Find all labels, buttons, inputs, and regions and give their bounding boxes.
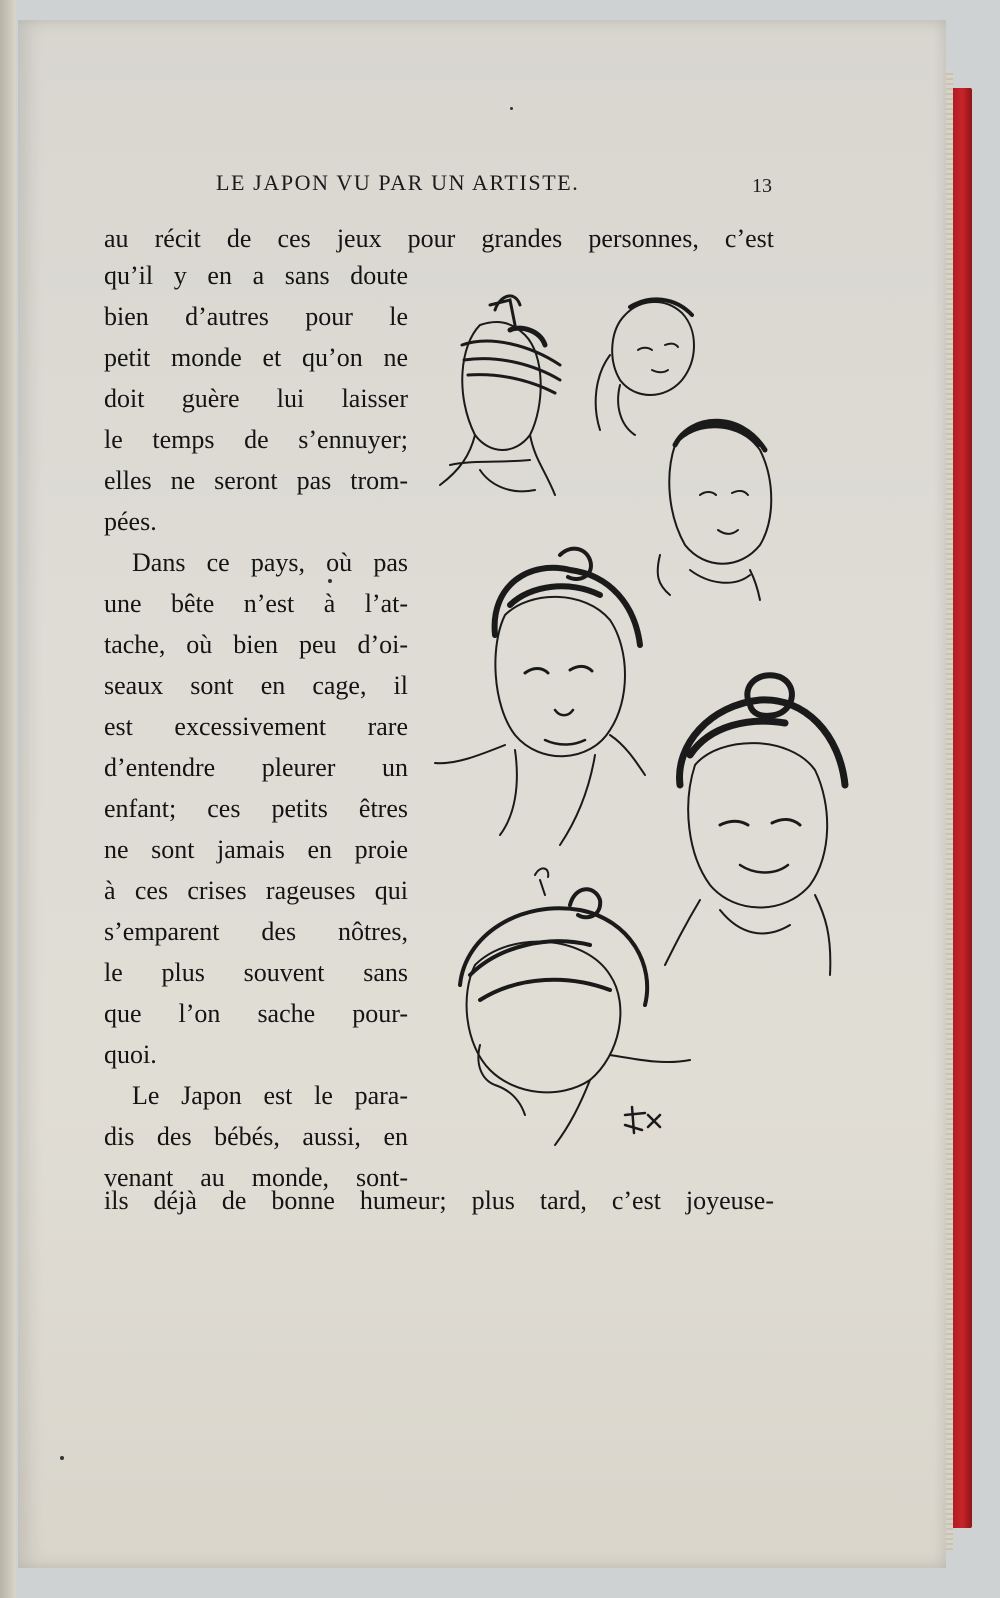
sketch-woman-front xyxy=(435,549,645,845)
sketch-head-headband xyxy=(440,296,560,495)
text-line: dis des bébés, aussi, en xyxy=(104,1122,408,1151)
book-spine-left xyxy=(0,0,16,1598)
ink-speck xyxy=(60,1456,64,1460)
text-line: petit monde et qu’on ne xyxy=(104,343,408,372)
text-line: bien d’autres pour le xyxy=(104,302,408,331)
text-line: au récit de ces jeux pour grandes personnes, c’est xyxy=(104,224,774,253)
text-line: est excessivement rare xyxy=(104,712,408,741)
sketch-woman-profile xyxy=(460,868,690,1145)
text-line: tache, où bien peu d’oi- xyxy=(104,630,408,659)
text-line: pées. xyxy=(104,507,157,536)
ink-speck xyxy=(510,107,513,110)
ink-speck xyxy=(328,579,332,583)
sketch-baby-head xyxy=(596,299,694,435)
sketch-monogram xyxy=(625,1107,660,1133)
text-line: une bête n’est à l’at- xyxy=(104,589,408,618)
text-line: ils déjà de bonne humeur; plus tard, c’est joyeuse- xyxy=(104,1186,774,1215)
text-line-bottom xyxy=(104,1180,774,1221)
text-line: doit guère lui laisser xyxy=(104,384,408,413)
text-column xyxy=(104,255,408,1198)
text-line: ne sont jamais en proie xyxy=(104,835,408,864)
ink-sketch-illustration xyxy=(420,285,850,1155)
text-line: Le Japon est le para- xyxy=(132,1081,408,1110)
running-head: LE JAPON VU PAR UN ARTISTE. xyxy=(216,170,580,195)
text-line: d’entendre pleurer un xyxy=(104,753,408,782)
text-line-top xyxy=(104,218,774,259)
text-line: que l’on sache pour- xyxy=(104,999,408,1028)
text-line: le temps de s’ennuyer; xyxy=(104,425,408,454)
text-line: à ces crises rageuses qui xyxy=(104,876,408,905)
page-number: 13 xyxy=(752,175,772,197)
text-line: le plus souvent sans xyxy=(104,958,408,987)
text-line: enfant; ces petits êtres xyxy=(104,794,408,823)
text-line: elles ne seront pas trom- xyxy=(104,466,408,495)
text-line: seaux sont en cage, il xyxy=(104,671,408,700)
text-line: quoi. xyxy=(104,1040,157,1069)
text-line: venant au monde, sont- xyxy=(104,1163,408,1192)
text-line: s’emparent des nôtres, xyxy=(104,917,408,946)
sketch-child-head xyxy=(658,421,772,600)
sketch-woman-smiling xyxy=(665,675,845,975)
text-line: qu’il y en a sans doute xyxy=(104,261,408,290)
text-line: Dans ce pays, où pas xyxy=(132,548,408,577)
